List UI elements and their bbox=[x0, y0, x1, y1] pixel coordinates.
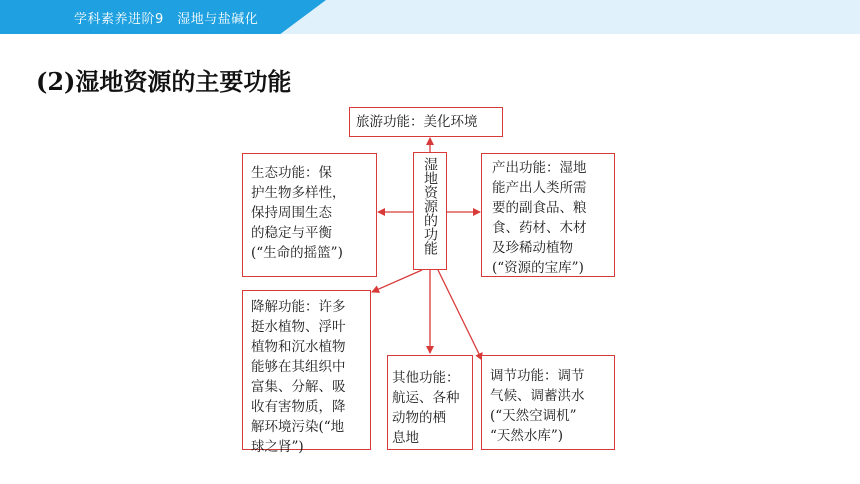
node-production-text: 产出功能：湿地 能产出人类所需 要的副食品、粮 食、药材、木材 及珍稀动植物 (“资源的宝库”) bbox=[492, 160, 587, 276]
section-title: (2)湿地资源的主要功能 bbox=[36, 67, 292, 96]
header-title: 学科素养进阶9 湿地与盐碱化 bbox=[74, 12, 259, 27]
node-degradation-text: 降解功能：许多 挺水植物、浮叶 植物和沉水植物 能够在其组织中 富集、分解、吸 收有害物质，降 解环境污染(“地 球之肾”) bbox=[251, 299, 346, 455]
node-center-text: 湿地资源的功能 bbox=[422, 157, 438, 255]
node-tourism bbox=[349, 107, 503, 137]
node-center bbox=[413, 152, 447, 270]
node-other-text: 其他功能： 航运、各种 动物的栖 息地 bbox=[392, 370, 460, 446]
node-regulation bbox=[481, 355, 615, 450]
node-ecology-text: 生态功能：保 护生物多样性， 保持周围生态 的稳定与平衡 (“生命的摇篮”) bbox=[251, 165, 346, 261]
node-tourism-text: 旅游功能：美化环境 bbox=[356, 114, 478, 130]
arrow-to-degradation bbox=[372, 270, 422, 292]
node-regulation-text: 调节功能：调节 气候、调蓄洪水 (“天然空调机” “天然水库”) bbox=[490, 368, 585, 444]
node-ecology bbox=[242, 153, 377, 277]
node-other bbox=[387, 355, 473, 450]
arrow-to-regulation bbox=[438, 270, 482, 360]
node-production bbox=[481, 153, 615, 277]
node-degradation bbox=[242, 290, 371, 455]
